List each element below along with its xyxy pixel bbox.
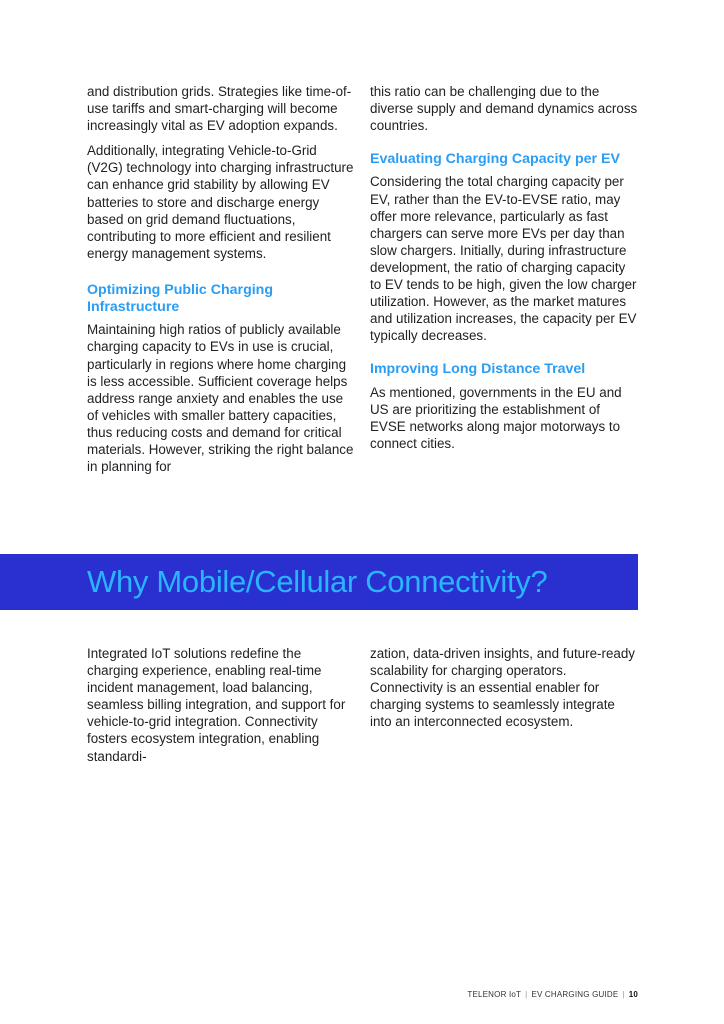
footer-separator: | (622, 990, 625, 999)
section-heading-long-distance-travel: Improving Long Distance Travel (370, 361, 586, 378)
body-paragraph: As mentioned, governments in the EU and US are prioritizing the establishment of EVSE networks along major motorways to connect cities. (370, 384, 622, 451)
footer-guide-title: EV CHARGING GUIDE (531, 990, 619, 999)
body-paragraph: this ratio can be challenging due to the diverse supply and demand dynamics across countries. (370, 84, 638, 134)
footer-separator: | (525, 990, 528, 999)
body-paragraph: zation, data-driven insights, and future-ready scalability for charging operators. Connectivity is an essential enabler for charging systems to seamlessly integrate into an interconnected ecosystem. (370, 646, 635, 730)
body-paragraph: Integrated IoT solutions redefine the charging experience, enabling real-time incident management, load balancing, seamless billing integration, and support for vehicle-to-grid integration. Connectivity fosters ecosystem integration, enabling standardi- (87, 646, 346, 764)
page-number: 10 (628, 990, 638, 999)
body-paragraph: Considering the total charging capacity per EV, rather than the EV-to-EVSE ratio, may offer more relevance, particularly as fast chargers can serve more EVs per day than slow chargers. Initially, during infrastructure development, the ratio of charging capacity to EV tends to be high, given the low charger utilization. However, as the market matures and utilization increases, the capacity per EV typically decreases. (370, 174, 637, 344)
section-heading-evaluating-charging-capacity: Evaluating Charging Capacity per EV (370, 151, 620, 168)
banner-title: Why Mobile/Cellular Connectivity? (87, 564, 548, 599)
body-paragraph: Additionally, integrating Vehicle-to-Grid (V2G) technology into charging infrastructure can enhance grid stability by allowing EV batteries to store and discharge energy based on grid demand fluctuations, contributing to more efficient and resilient energy management systems. (87, 143, 354, 261)
body-paragraph: Maintaining high ratios of publicly available charging capacity to EVs in use is crucial, particularly in regions where home charging is less accessible. Sufficient coverage helps address range anxiety and enables the use of vehicles with smaller battery capacities, thus reducing costs and demand for critical materials. However, striking the right balance in planning for (87, 322, 354, 475)
right-column-bottom (370, 645, 638, 738)
footer-brand: TELENOR IoT (467, 990, 522, 999)
left-column-top (87, 83, 355, 483)
left-column-bottom (87, 645, 355, 773)
body-paragraph: and distribution grids. Strategies like time-of-use tariffs and smart-charging will become increasingly vital as EV adoption expands. (87, 84, 352, 134)
page-footer (467, 990, 638, 999)
section-heading-optimizing-public-charging: Optimizing Public Charging Infrastructure (87, 281, 274, 316)
section-banner (0, 554, 638, 610)
right-column-top (370, 83, 638, 460)
